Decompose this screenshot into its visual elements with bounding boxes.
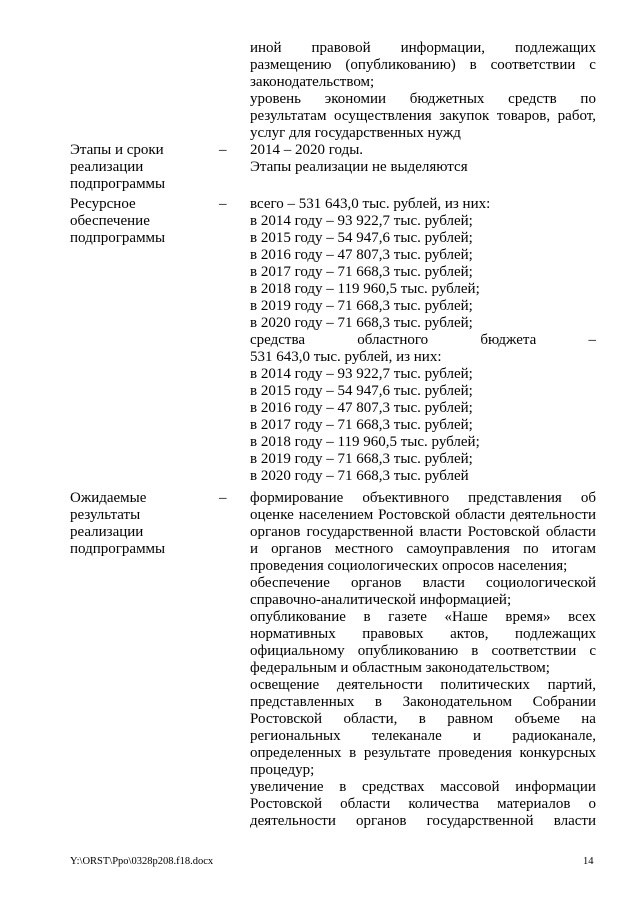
text-line: 2014 – 2020 годы. <box>250 142 364 158</box>
word: социологической <box>486 575 596 591</box>
text-line: в 2018 году – 119 960,5 тыс. рублей; <box>250 281 480 297</box>
word: итогам <box>551 541 596 557</box>
text-line: в 2016 году – 47 807,3 тыс. рублей; <box>250 400 473 416</box>
word: представленных <box>250 694 355 710</box>
justified-line <box>250 541 596 558</box>
word: власти <box>553 813 596 829</box>
word: размещению <box>250 57 332 73</box>
word: средств <box>508 91 557 107</box>
word: и <box>250 541 259 557</box>
word: равном <box>447 711 494 727</box>
text-line: в 2015 году – 54 947,6 тыс. рублей; <box>250 230 473 246</box>
word: представления <box>468 490 562 506</box>
justified-line <box>250 524 596 541</box>
word: в <box>418 711 426 727</box>
text-line: услуг для государственных нужд <box>250 125 461 141</box>
word: деятельности <box>336 677 423 693</box>
word: по <box>580 91 596 107</box>
justified-line <box>250 507 596 524</box>
justified-line <box>250 575 596 592</box>
word: Ростовской <box>378 507 451 523</box>
word: актов, <box>450 626 489 642</box>
word: средства <box>250 332 306 348</box>
word: официальному <box>250 643 345 659</box>
word: подлежащих <box>514 40 596 56</box>
word: области <box>455 507 506 523</box>
text-line: в 2015 году – 54 947,6 тыс. рублей; <box>250 383 473 399</box>
file-path-footer: Y:\ORST\Ppo\0328p208.f18.docx <box>70 856 214 867</box>
stages-dash: – <box>219 142 227 158</box>
text-line: подпрограммы <box>70 176 166 192</box>
word: информации, <box>400 40 486 56</box>
word: с <box>589 643 596 659</box>
word: партий, <box>547 677 596 693</box>
justified-line <box>250 779 596 796</box>
word: деятельности <box>510 507 596 523</box>
results-label <box>70 490 220 558</box>
justified-line <box>250 40 596 57</box>
resources-label <box>70 196 220 247</box>
word: Ростовской <box>467 524 540 540</box>
text-line: в 2018 году – 119 960,5 тыс. рублей; <box>250 434 480 450</box>
word: органов <box>356 813 407 829</box>
word: власти <box>419 524 462 540</box>
justified-line <box>250 626 596 643</box>
text-line: в 2017 году – 71 668,3 тыс. рублей; <box>250 417 473 433</box>
text-line: федеральным и областным законодательством; <box>250 660 550 676</box>
page-number: 14 <box>583 856 594 867</box>
text-line: в 2014 году – 93 922,7 тыс. рублей; <box>250 213 473 229</box>
justified-line <box>250 677 596 694</box>
word: осуществления <box>334 108 432 124</box>
word: определенных <box>250 745 342 761</box>
text-line: законодательством; <box>250 74 375 90</box>
word: в <box>469 57 477 73</box>
word: органов <box>351 575 402 591</box>
word: освещение <box>250 677 320 693</box>
justified-line <box>250 332 596 349</box>
justified-line <box>250 490 596 507</box>
text-line: результаты <box>70 507 141 523</box>
text-line: реализации <box>70 524 144 540</box>
text-line: в 2019 году – 71 668,3 тыс. рублей; <box>250 451 473 467</box>
text-line: в 2017 году – 71 668,3 тыс. рублей; <box>250 264 473 280</box>
justified-line <box>250 91 596 108</box>
word: подлежащих <box>515 626 596 642</box>
word: – <box>588 332 596 348</box>
stages-label <box>70 142 220 193</box>
word: газете <box>388 609 427 625</box>
word: проведения <box>438 745 512 761</box>
word: по <box>523 541 539 557</box>
word: массовой <box>440 779 500 795</box>
word: политических <box>440 677 530 693</box>
word: закупок <box>439 108 490 124</box>
word: области, <box>343 711 398 727</box>
word: власти <box>422 575 465 591</box>
word: органов <box>250 524 301 540</box>
resources-dash: – <box>219 196 227 212</box>
text-line: Ресурсное <box>70 196 136 212</box>
text-line: проведения социологических опросов населения; <box>250 558 568 574</box>
justified-line <box>250 643 596 660</box>
text-line: в 2019 году – 71 668,3 тыс. рублей; <box>250 298 473 314</box>
justified-line <box>250 728 596 745</box>
justified-line <box>250 108 596 125</box>
word: всех <box>568 609 596 625</box>
justified-line <box>250 694 596 711</box>
word: бюджетных <box>409 91 485 107</box>
word: «Наше <box>444 609 488 625</box>
word: информации <box>515 779 596 795</box>
word: Ростовской <box>250 711 323 727</box>
word: увеличение <box>250 779 324 795</box>
text-line: Ожидаемые <box>70 490 147 506</box>
resources-content <box>250 196 596 485</box>
word: самоуправления <box>406 541 510 557</box>
word: обеспечение <box>250 575 330 591</box>
word: объективного <box>362 490 450 506</box>
word: результате <box>363 745 431 761</box>
word: средствах <box>362 779 425 795</box>
word: области <box>545 524 596 540</box>
word: материалов <box>497 796 571 812</box>
word: результатам <box>250 108 327 124</box>
text-line: подпрограммы <box>70 230 166 246</box>
justified-line <box>250 813 596 830</box>
word: оценке <box>250 507 294 523</box>
word: в <box>374 694 382 710</box>
word: с <box>589 57 596 73</box>
word: органов <box>271 541 322 557</box>
justified-line <box>250 57 596 74</box>
word: работ, <box>557 108 596 124</box>
word: нормативных <box>250 626 336 642</box>
word: конкурсных <box>519 745 596 761</box>
word: товаров, <box>496 108 551 124</box>
word: в <box>349 745 357 761</box>
word: экономии <box>324 91 387 107</box>
word: радиоканале, <box>512 728 596 744</box>
justified-line <box>250 711 596 728</box>
word: в <box>363 609 371 625</box>
word: деятельности <box>250 813 336 829</box>
stages-content <box>250 142 596 176</box>
text-line: в 2016 году – 47 807,3 тыс. рублей; <box>250 247 473 263</box>
word: бюджета <box>480 332 537 348</box>
word: местного <box>334 541 394 557</box>
word: и <box>473 728 482 744</box>
word: (опубликованию) <box>345 57 456 73</box>
continued-content <box>250 40 596 142</box>
word: опубликование <box>250 609 346 625</box>
results-content <box>250 490 596 830</box>
word: об <box>580 490 596 506</box>
text-line: в 2020 году – 71 668,3 тыс. рублей; <box>250 315 473 331</box>
text-line: в 2020 году – 71 668,3 тыс. рублей <box>250 468 469 484</box>
justified-line <box>250 745 596 762</box>
word: опубликованию <box>357 643 459 659</box>
text-line: обеспечение <box>70 213 150 229</box>
word: объеме <box>514 711 560 727</box>
word: в <box>471 643 479 659</box>
text-line: процедур; <box>250 762 315 778</box>
results-dash: – <box>219 490 227 506</box>
text-line: всего – 531 643,0 тыс. рублей, из них: <box>250 196 491 212</box>
text-line: справочно-аналитической информацией; <box>250 592 512 608</box>
word: Законодательном <box>402 694 513 710</box>
word: Собрании <box>532 694 596 710</box>
word: количества <box>408 796 480 812</box>
word: областного <box>357 332 429 348</box>
text-line: 531 643,0 тыс. рублей, из них: <box>250 349 442 365</box>
text-line: в 2014 году – 93 922,7 тыс. рублей; <box>250 366 473 382</box>
word: время» <box>505 609 551 625</box>
word: населением <box>298 507 374 523</box>
word: государственной <box>426 813 534 829</box>
word: о <box>588 796 596 812</box>
word: соответствии <box>490 57 576 73</box>
word: правовой <box>311 40 371 56</box>
word: региональных <box>250 728 341 744</box>
word: на <box>581 711 596 727</box>
word: правовых <box>362 626 424 642</box>
word: иной <box>250 40 282 56</box>
word: формирование <box>250 490 344 506</box>
word: соответствии <box>491 643 577 659</box>
text-line: Этапы реализации не выделяются <box>250 159 468 175</box>
text-line: реализации <box>70 159 144 175</box>
word: области <box>340 796 391 812</box>
justified-line <box>250 609 596 626</box>
word: в <box>339 779 347 795</box>
word: Ростовской <box>250 796 323 812</box>
text-line: подпрограммы <box>70 541 166 557</box>
justified-line <box>250 796 596 813</box>
word: уровень <box>250 91 302 107</box>
word: телеканале <box>371 728 442 744</box>
word: государственной <box>306 524 414 540</box>
text-line: Этапы и сроки <box>70 142 164 158</box>
